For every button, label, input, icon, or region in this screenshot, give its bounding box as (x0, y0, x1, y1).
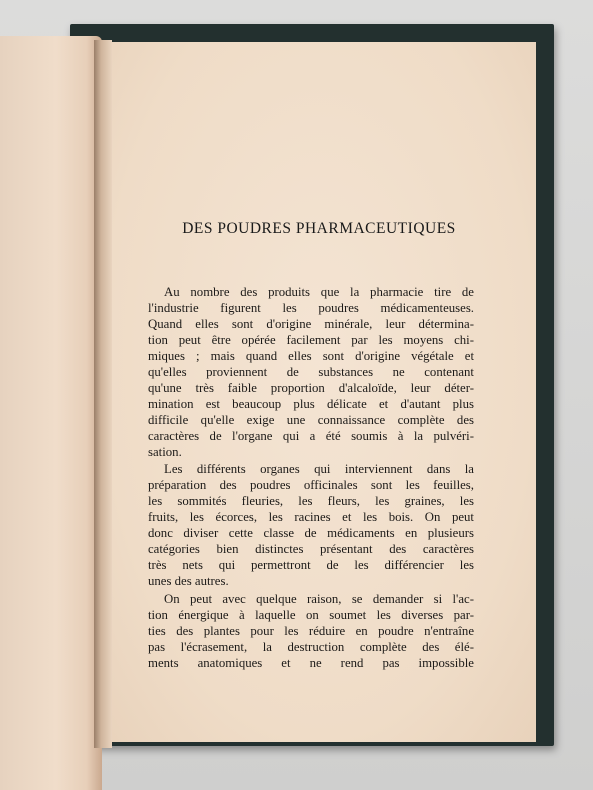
book-gutter (94, 40, 112, 748)
left-page (0, 36, 102, 790)
text-line: On peut avec quelque raison, se demander si l'ac- (164, 592, 474, 607)
chapter-title: DES POUDRES PHARMACEUTIQUES (182, 220, 456, 237)
text-line: donc diviser cette classe de médicaments en plusieurs (148, 526, 474, 541)
text-line: caractères de l'organe qui a été soumis à la pulvéri- (148, 428, 474, 443)
text-line: tion énergique à laquelle on soumet les diverses par- (148, 608, 474, 623)
text-line: unes des autres. (148, 574, 229, 589)
text-line: très nets qui permettront de les différencier les (148, 558, 474, 573)
text-line: fruits, les écorces, les racines et les bois. On peut (148, 510, 474, 525)
text-line: qu'elles proviennent de substances ne contenant (148, 364, 474, 379)
text-line: Au nombre des produits que la pharmacie tire de (164, 285, 474, 299)
text-line: les sommités fleuries, les fleurs, les graines, les (148, 494, 474, 509)
body-text (148, 285, 474, 672)
text-line: difficile qu'elle exige une connaissance complète des (148, 412, 474, 427)
text-line: ties des plantes pour les réduire en poudre n'entraîne (148, 624, 474, 639)
text-line: qu'une très faible proportion d'alcaloïde, leur déter- (148, 380, 474, 395)
text-line: pas l'écrasement, la destruction complète des élé- (148, 639, 474, 654)
text-line: Les différents organes qui interviennent dans la (164, 462, 474, 477)
text-line: préparation des poudres officinales sont les feuilles, (148, 478, 474, 493)
text-line: l'industrie figurent les poudres médicamenteuses. (148, 300, 474, 315)
text-line: ments anatomiques et ne rend pas impossible (148, 655, 474, 670)
text-line: miques ; mais quand elles sont d'origine végétale et (148, 348, 474, 363)
text-line: sation. (148, 444, 182, 459)
text-line: Quand elles sont d'origine minérale, leur détermina- (148, 316, 474, 331)
text-line: tion peut être opérée facilement par les moyens chi- (148, 332, 474, 347)
text-line: catégories bien distinctes présentant des caractères (148, 542, 474, 557)
text-line: mination est beaucoup plus délicate et d'autant plus (148, 396, 474, 411)
